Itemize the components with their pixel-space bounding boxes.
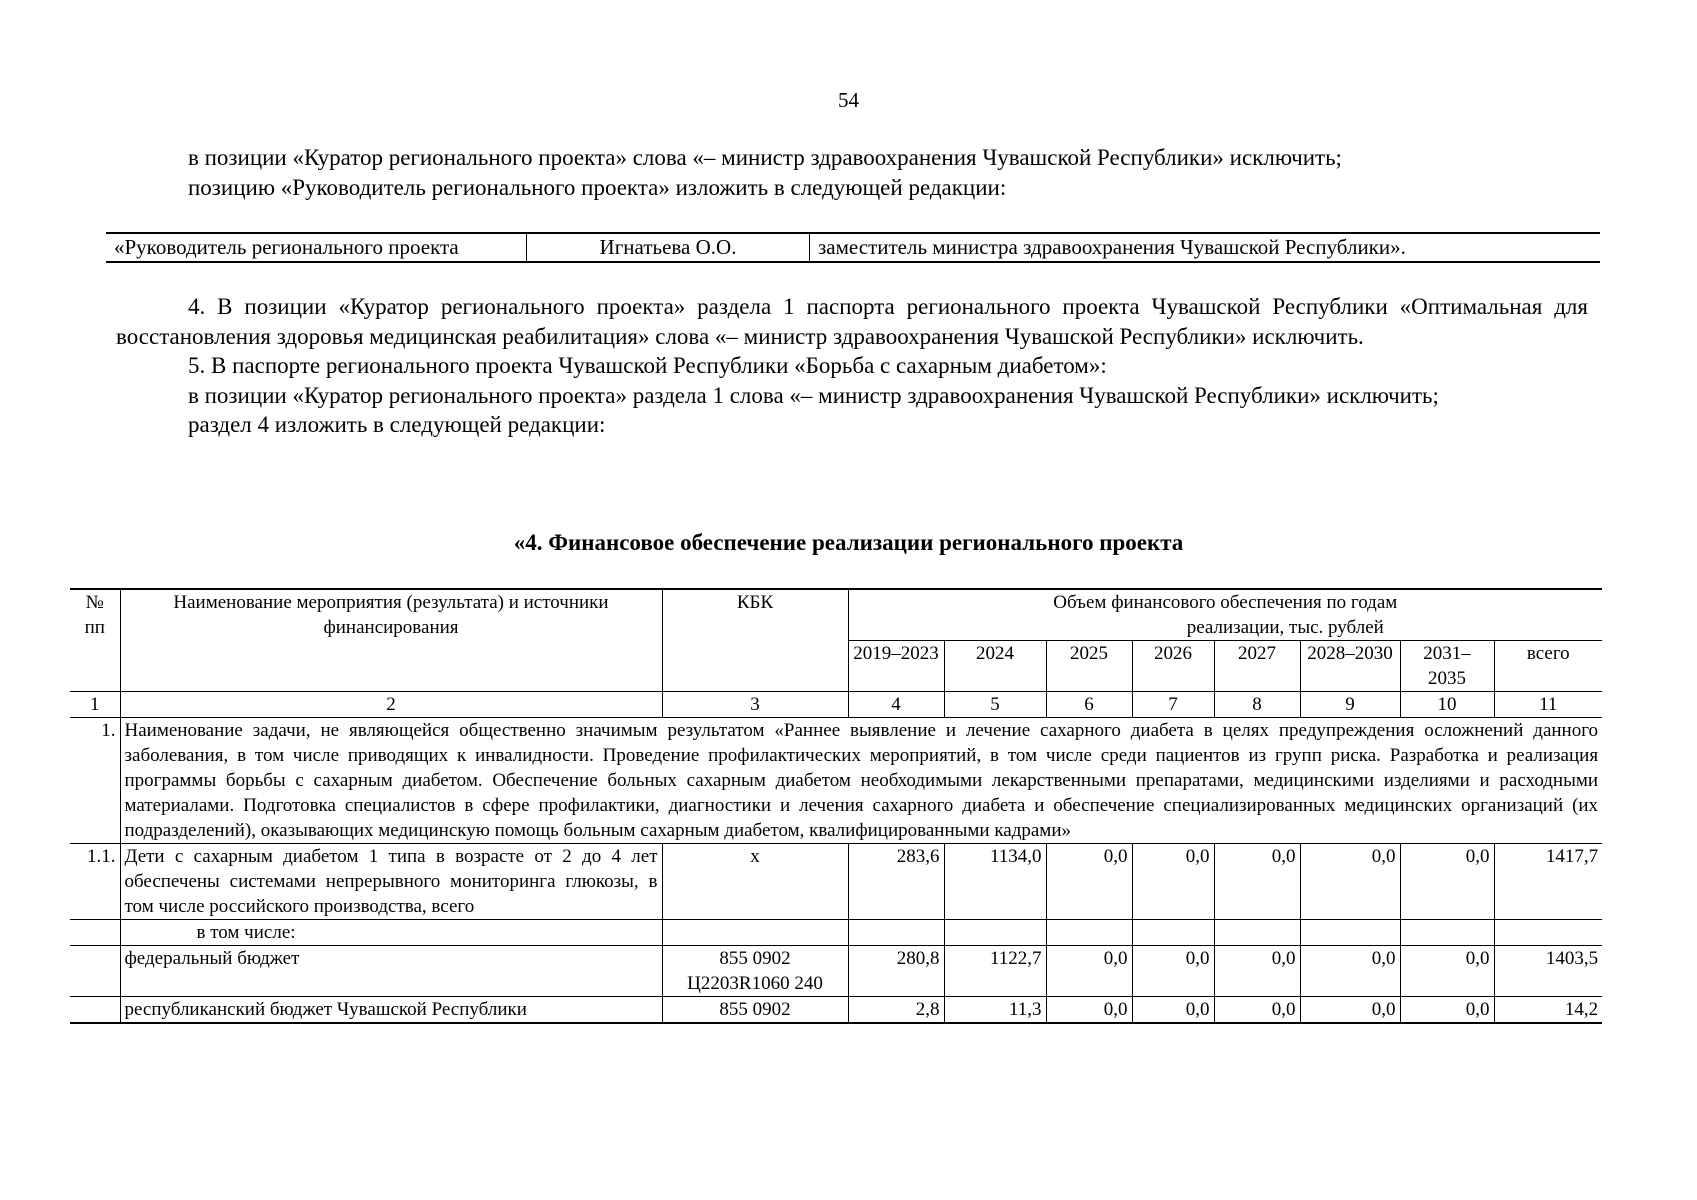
- row-value: 0,0: [1400, 844, 1494, 920]
- intro-line-1: в позиции «Куратор регионального проекта» слова «– министр здравоохранения Чувашской Республики» исключить;: [188, 145, 1342, 170]
- row-name: в том числе:: [120, 920, 662, 946]
- row-name: Дети с сахарным диабетом 1 типа в возрасте от 2 до 4 лет обеспечены системами непрерывного мониторинга глюкозы, в том числе российского производства, всего: [120, 844, 662, 920]
- row-value: 0,0: [1214, 946, 1300, 997]
- row-value: [1214, 920, 1300, 946]
- column-number: 11: [1494, 692, 1602, 718]
- row-value: [1300, 920, 1400, 946]
- column-number: 10: [1400, 692, 1494, 718]
- row-value: 0,0: [1400, 997, 1494, 1024]
- row-value: 0,0: [1132, 946, 1214, 997]
- header-year: 2024: [944, 641, 1046, 692]
- row-value: 0,0: [1400, 946, 1494, 997]
- header-year: 2025: [1046, 641, 1132, 692]
- row-value: 0,0: [1300, 997, 1400, 1024]
- row-value: [848, 920, 944, 946]
- paragraph-6: в позиции «Куратор регионального проекта» раздела 1 слова «– министр здравоохранения Чувашской Республики» исключить;: [188, 382, 1439, 408]
- row-value: 0,0: [1046, 844, 1132, 920]
- column-number: 3: [662, 692, 848, 718]
- header-volume: [848, 589, 1602, 641]
- row-value: 2,8: [848, 997, 944, 1024]
- position-table: [106, 232, 1600, 263]
- row-value: 1134,0: [944, 844, 1046, 920]
- row-value: 0,0: [1046, 997, 1132, 1024]
- column-number: 1: [70, 692, 120, 718]
- header-kbk: КБК: [662, 589, 848, 692]
- position-row: [106, 233, 1600, 262]
- header-year: 2028–2030: [1300, 641, 1400, 692]
- row-kbk: х: [662, 844, 848, 920]
- position-person: Игнатьева О.О.: [527, 233, 810, 262]
- row-kbk: 855 0902: [662, 997, 848, 1024]
- table-row: [70, 920, 1602, 946]
- section-title: «4. Финансовое обеспечение реализации регионального проекта: [513, 530, 1184, 555]
- row-value: 0,0: [1300, 844, 1400, 920]
- column-number: 8: [1214, 692, 1300, 718]
- column-number: 9: [1300, 692, 1400, 718]
- row-value: [1400, 920, 1494, 946]
- row-num: [70, 946, 120, 997]
- header-year: 2019–2023: [848, 641, 944, 692]
- finance-table: [70, 588, 1602, 1024]
- row-value: 1122,7: [944, 946, 1046, 997]
- row-total: [1494, 920, 1602, 946]
- intro-text: [188, 143, 1342, 203]
- header-row-1: [70, 589, 1602, 641]
- body-text: [116, 292, 1588, 440]
- row-value: 0,0: [1046, 946, 1132, 997]
- intro-line-2: позицию «Руководитель регионального проекта» изложить в следующей редакции:: [188, 175, 1007, 200]
- header-year: 2027: [1214, 641, 1300, 692]
- row-name: федеральный бюджет: [120, 946, 662, 997]
- row-value: [1132, 920, 1214, 946]
- row-total: 14,2: [1494, 997, 1602, 1024]
- table-row: [70, 946, 1602, 997]
- header-year: 2031–2035: [1400, 641, 1494, 692]
- row-value: 0,0: [1132, 844, 1214, 920]
- header-num: № пп: [70, 589, 120, 692]
- row-total: 1417,7: [1494, 844, 1602, 920]
- column-number: 4: [848, 692, 944, 718]
- row-num: [70, 997, 120, 1024]
- task-row: [70, 718, 1602, 844]
- row-value: 0,0: [1214, 997, 1300, 1024]
- header-volume-line-2: реализации, тыс. рублей: [1186, 617, 1384, 638]
- row-kbk: 855 0902 Ц2203R1060 240: [662, 946, 848, 997]
- task-text: Наименование задачи, не являющейся общественно значимым результатом «Раннее выявление и лечение сахарного диабета в целях предупреждения осложнений данного заболевания, в том числе приводящих к инвалидности. Проведение профилактических мероприятий, в том числе среди пациентов из групп риска. Разработка и реализация программы борьбы с сахарным диабетом. Обеспечение больных сахарным диабетом необходимыми лекарственными препаратами, медицинскими изделиями и расходными материалами. Подготовка специалистов в сфере профилактики, диагностики и лечения сахарного диабета и обеспечение специализированных медицинских организаций (их подразделений), оказывающих медицинскую помощь больным сахарным диабетом, квалифицированными кадрами»: [120, 718, 1602, 844]
- column-number-row: [70, 692, 1602, 718]
- row-value: [944, 920, 1046, 946]
- position-title: заместитель министра здравоохранения Чувашской Республики».: [810, 233, 1601, 262]
- row-name: республиканский бюджет Чувашской Республики: [120, 997, 662, 1024]
- column-number: 5: [944, 692, 1046, 718]
- paragraph-4: 4. В позиции «Куратор регионального проекта» раздела 1 паспорта регионального проекта Чувашской Республики «Оптимальная для восстановления здоровья медицинская реабилитация» слова «– министр здравоохранения Чувашской Республики» исключить.: [116, 294, 1588, 349]
- column-number: 6: [1046, 692, 1132, 718]
- header-total: всего: [1494, 641, 1602, 692]
- position-role: «Руководитель регионального проекта: [106, 233, 527, 262]
- header-name: Наименование мероприятия (результата) и источники финансирования: [120, 589, 662, 692]
- row-num: 1.1.: [70, 844, 120, 920]
- row-value: [1046, 920, 1132, 946]
- row-value: 280,8: [848, 946, 944, 997]
- row-num: [70, 920, 120, 946]
- header-volume-line-1: Объем финансового обеспечения по годам: [1053, 592, 1398, 613]
- row-total: 1403,5: [1494, 946, 1602, 997]
- paragraph-5: 5. В паспорте регионального проекта Чувашской Республики «Борьба с сахарным диабетом»:: [188, 353, 1107, 378]
- row-kbk: [662, 920, 848, 946]
- row-value: 0,0: [1214, 844, 1300, 920]
- row-value: 11,3: [944, 997, 1046, 1024]
- header-year: 2026: [1132, 641, 1214, 692]
- page-number: 54: [838, 88, 859, 112]
- row-value: 0,0: [1300, 946, 1400, 997]
- table-row: [70, 997, 1602, 1024]
- table-row: [70, 844, 1602, 920]
- paragraph-7: раздел 4 изложить в следующей редакции:: [188, 412, 606, 437]
- row-value: 283,6: [848, 844, 944, 920]
- column-number: 7: [1132, 692, 1214, 718]
- column-number: 2: [120, 692, 662, 718]
- task-num: 1.: [70, 718, 120, 844]
- row-value: 0,0: [1132, 997, 1214, 1024]
